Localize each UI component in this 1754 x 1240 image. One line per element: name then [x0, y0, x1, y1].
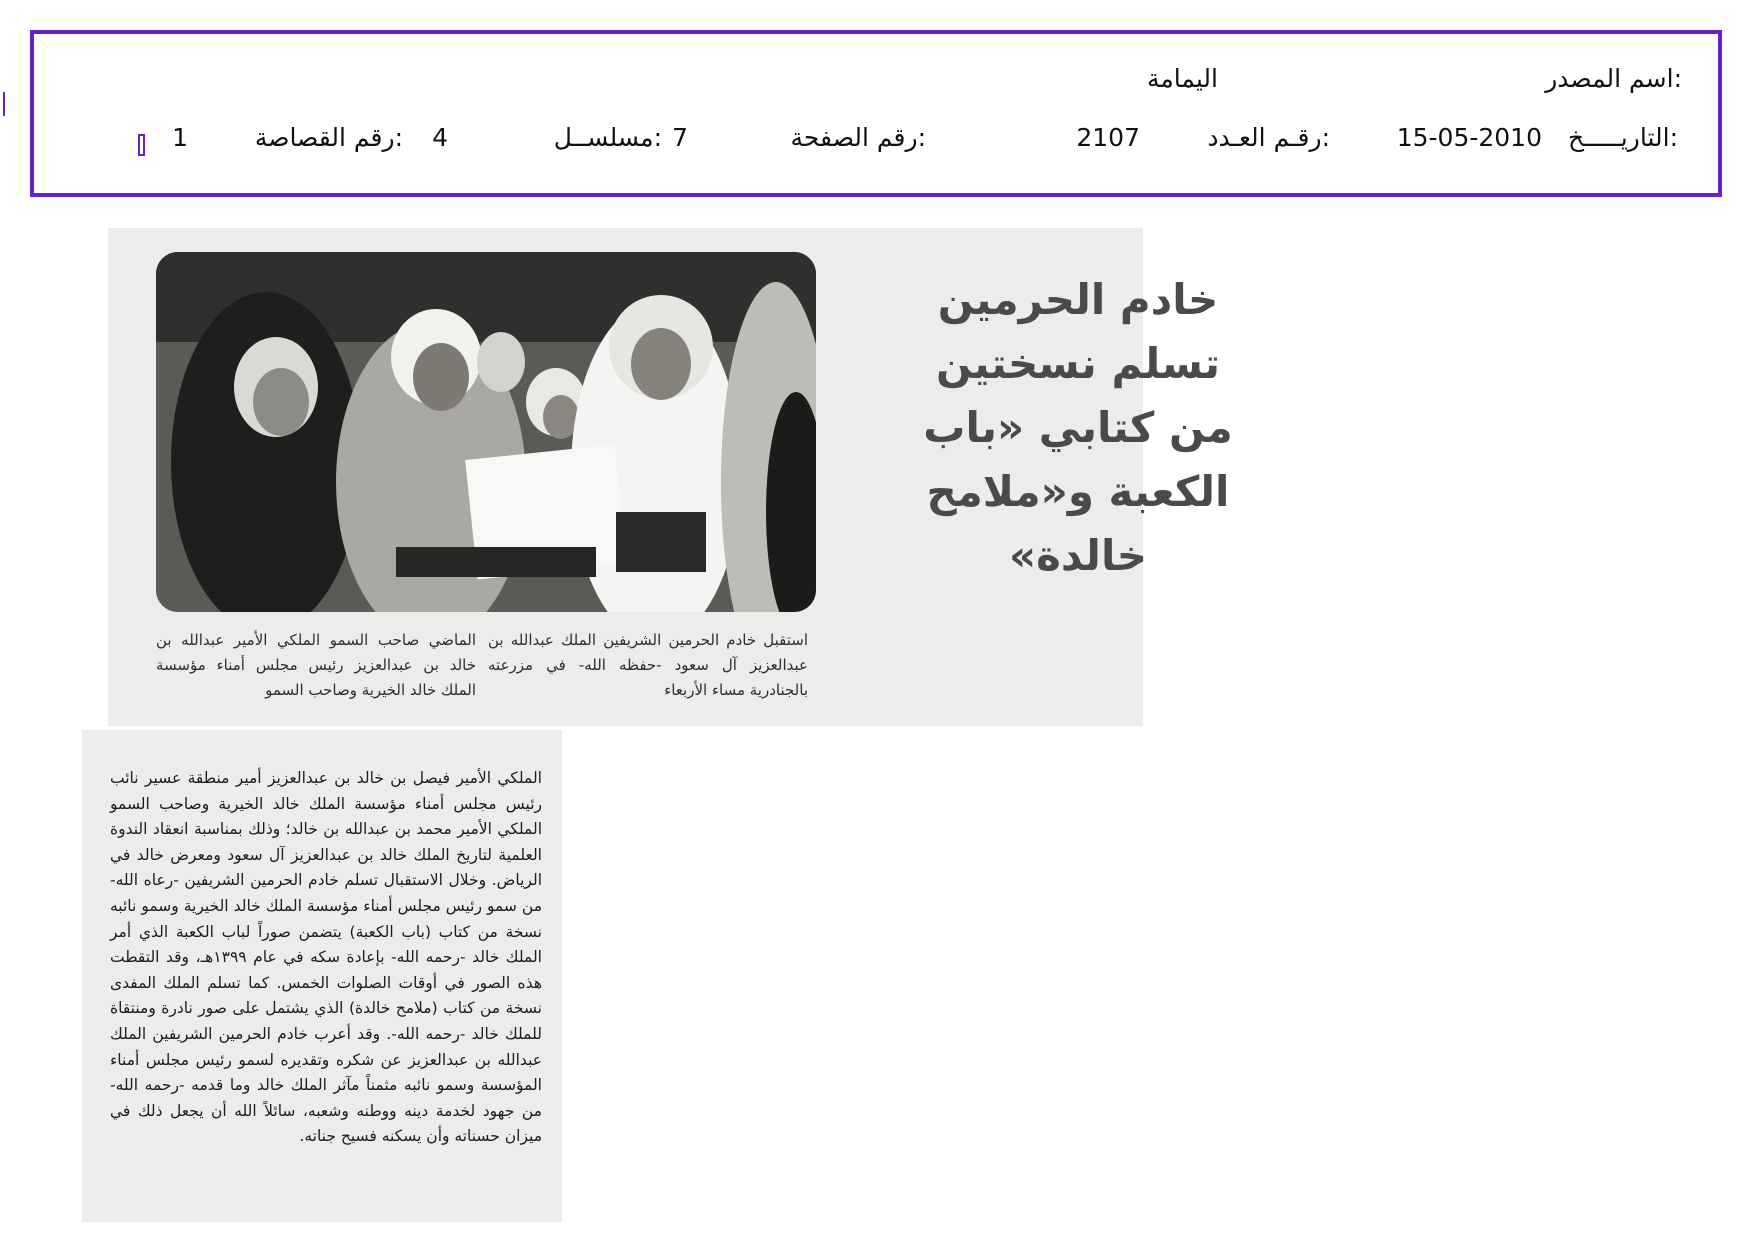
metadata-header-box [30, 30, 1722, 197]
clip-label: رقم القصاصة: [254, 123, 403, 152]
serial-value: 4 [432, 123, 448, 152]
issue-label: رقـم العـدد: [1207, 123, 1330, 152]
page-label: رقم الصفحة: [790, 123, 926, 152]
news-photo [156, 252, 816, 612]
issue-value: 2107 [1076, 123, 1140, 152]
source-label: اسم المصدر: [1545, 64, 1682, 93]
page-value: 7 [672, 123, 688, 152]
article-clipping-top [108, 228, 1233, 726]
left-edge-mark [3, 92, 5, 116]
photo-illustration [156, 252, 816, 612]
article-body-text: الملكي الأمير فيصل بن خالد بن عبدالعزيز أمير منطقة عسير نائب رئيس مجلس أمناء مؤسسة الملك خالد الخيرية وصاحب السمو الملكي الأمير محمد بن عبدالله بن خالد؛ وذلك بمناسبة انعقاد الندوة العلمية لتاريخ الملك خالد بن عبدالعزيز آل سعود ومعرض خالد في الرياض. وخلال الاستقبال تسلم خادم الحرمين الشريفين -رعاه الله- من سمو رئيس مجلس أمناء مؤسسة الملك خالد الخيرية وسمو نائبه نسخة من كتاب (باب الكعبة) يتضمن صوراً لباب الكعبة الذي أمر الملك خالد -رحمه الله- بإعادة سكه في عام ١٣٩٩هـ، وقد التقطت هذه الصور في أوقات الصلوات الخمس. كما تسلم الملك المفدى نسخة من كتاب (ملامح خالدة) الذي يشتمل على صور نادرة ومنتقاة للملك خالد -رحمه الله-. وقد أعرب خادم الحرمين الشريفين الملك عبدالله بن عبدالعزيز عن شكره وتقديره لسمو رئيس مجلس أمناء المؤسسة وسمو نائبه مثمناً مآثر الملك خالد وما قدمه -رحمه الله- من جهود لخدمة دينه ووطنه وشعبه، سائلاً الله أن يجعل ذلك في ميزان حسناته وأن يسكنه فسيح جناته. [110, 769, 542, 1146]
date-label: التاريـــــخ: [1568, 123, 1678, 152]
date-value: 15-05-2010 [1396, 123, 1542, 152]
article-headline: خادم الحرمين تسلم نسختين من كتابي «باب الكعبة و«ملامح خالدة» [923, 275, 1233, 580]
article-clipping-body [82, 730, 562, 1222]
photo-caption-right: استقبل خادم الحرمين الشريفين الملك عبدالله بن عبدالعزيز آل سعود -حفظه الله- في مزرعته بالجنادرية مساء الأربعاء [488, 631, 808, 699]
text-cursor-icon [138, 134, 145, 156]
serial-label: مسلســل: [553, 123, 662, 152]
source-value: اليمامة [1147, 64, 1218, 93]
clip-value: 1 [172, 123, 188, 152]
photo-caption-left: الماضي صاحب السمو الملكي الأمير عبدالله بن خالد بن عبدالعزيز رئيس مجلس أمناء مؤسسة الملك خالد الخيرية وصاحب السمو [156, 631, 476, 699]
